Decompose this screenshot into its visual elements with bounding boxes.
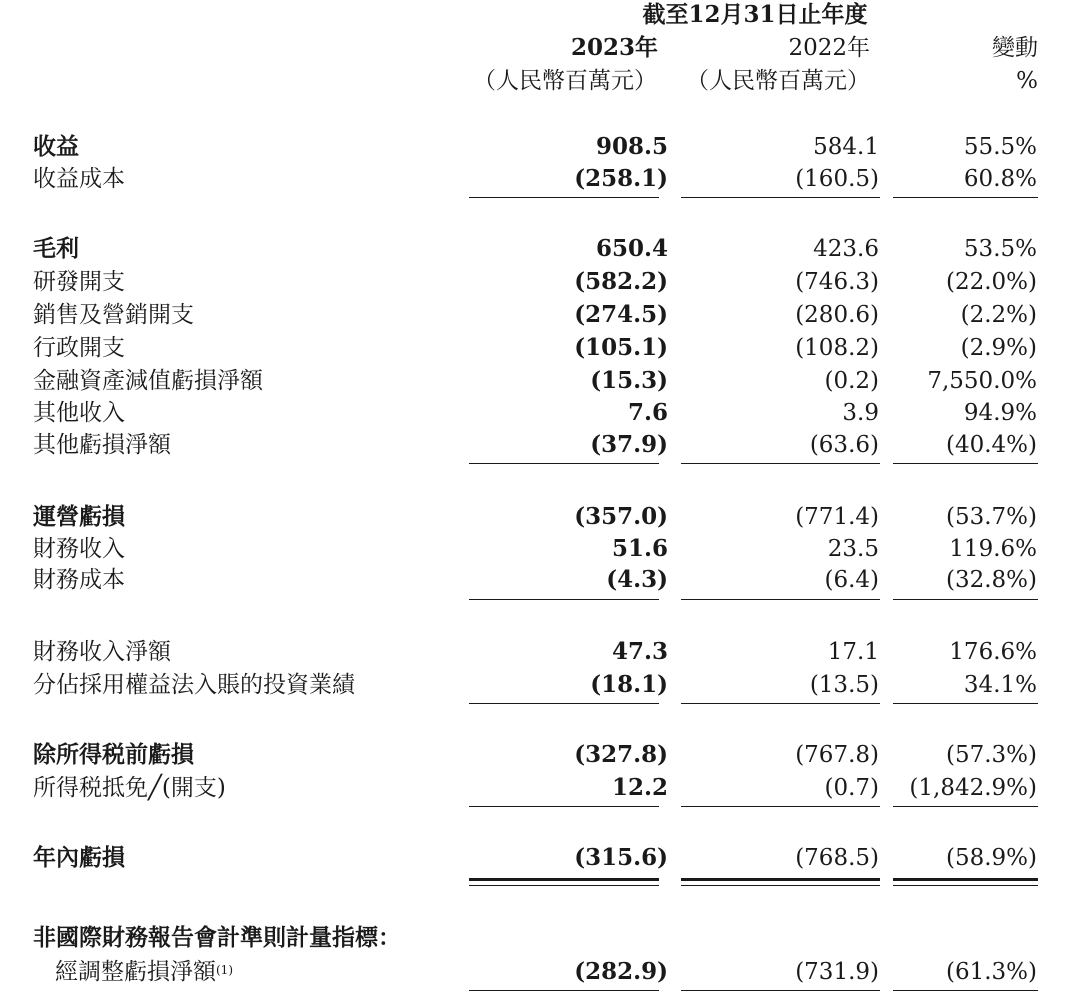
table-row-share-of-equity-investments xyxy=(0,669,1080,701)
subtotal-rule xyxy=(893,197,1038,198)
value-2023: (282.9) xyxy=(574,958,668,985)
value-2023: 908.5 xyxy=(595,133,668,160)
subtotal-rule xyxy=(893,463,1038,464)
subtotal-rule xyxy=(469,197,659,198)
total-double-rule xyxy=(893,885,1038,886)
value-2023: (18.1) xyxy=(590,671,668,698)
value-2023: 12.2 xyxy=(611,774,668,801)
row-label: 毛利 xyxy=(33,235,79,262)
table-row-selling-expenses xyxy=(0,299,1080,331)
row-label: 行政開支 xyxy=(33,335,125,361)
value-change: (2.2%) xyxy=(960,302,1037,328)
value-change: (2.9%) xyxy=(960,335,1037,361)
row-label: 收益 xyxy=(33,133,79,160)
value-change: 53.5% xyxy=(963,236,1037,262)
value-2022: 23.5 xyxy=(827,536,879,562)
value-2022: (731.9) xyxy=(795,959,879,985)
table-row-revenue xyxy=(0,131,1080,163)
table-row-loss-for-year xyxy=(0,842,1080,874)
total-double-rule xyxy=(681,885,880,886)
row-label: 其他收入 xyxy=(33,400,125,426)
value-2022: (63.6) xyxy=(809,432,879,458)
value-2023: (315.6) xyxy=(574,844,668,871)
value-2023: (582.2) xyxy=(574,268,668,295)
value-change: (22.0%) xyxy=(945,269,1037,295)
subtotal-rule xyxy=(681,990,880,991)
table-row-cost-of-revenue xyxy=(0,163,1080,195)
column-2023-year: 2023年 xyxy=(570,34,658,61)
table-row-finance-income xyxy=(0,533,1080,565)
row-label: 其他虧損淨額 xyxy=(33,432,171,458)
value-2022: (280.6) xyxy=(795,302,879,328)
value-2022: (108.2) xyxy=(795,335,879,361)
value-change: (1,842.9%) xyxy=(909,775,1037,801)
subtotal-rule xyxy=(681,599,880,600)
value-change: (32.8%) xyxy=(945,567,1037,593)
table-row-gross-profit xyxy=(0,233,1080,265)
subtotal-rule xyxy=(893,703,1038,704)
row-label: 財務收入淨額 xyxy=(33,639,171,665)
value-2022: (768.5) xyxy=(795,845,879,871)
table-row-income-tax xyxy=(0,772,1080,804)
subtotal-rule xyxy=(469,599,659,600)
value-2023: 7.6 xyxy=(627,399,668,426)
table-row-finance-costs xyxy=(0,564,1080,596)
value-change: 34.1% xyxy=(963,672,1037,698)
table-row-other-losses xyxy=(0,429,1080,461)
value-2023: (357.0) xyxy=(574,503,668,530)
table-row-net-finance-income xyxy=(0,636,1080,668)
row-label: 分佔採用權益法入賬的投資業績 xyxy=(33,672,355,698)
row-label: 金融資產減值虧損淨額 xyxy=(33,368,263,394)
value-change: (40.4%) xyxy=(945,432,1037,458)
value-2022: 584.1 xyxy=(813,134,879,160)
value-change: 176.6% xyxy=(949,639,1037,665)
total-double-rule xyxy=(469,878,659,881)
subtotal-rule xyxy=(469,806,659,807)
value-2023: (327.8) xyxy=(574,741,668,768)
row-label: 年內虧損 xyxy=(33,844,125,871)
subtotal-rule xyxy=(893,599,1038,600)
table-row-impairment-losses xyxy=(0,365,1080,397)
table-row-admin-expenses xyxy=(0,332,1080,364)
column-2022-unit: （人民幣百萬元） xyxy=(686,68,870,94)
column-change: 變動 xyxy=(992,35,1038,61)
value-change: 55.5% xyxy=(963,134,1037,160)
value-2022: (160.5) xyxy=(795,166,879,192)
row-label: 財務成本 xyxy=(33,567,125,593)
row-label-text: 經調整虧損淨額 xyxy=(55,959,216,985)
row-label: 研發開支 xyxy=(33,269,125,295)
subtotal-rule xyxy=(681,806,880,807)
row-label: 運營虧損 xyxy=(33,503,125,530)
value-2023: (15.3) xyxy=(590,367,668,394)
table-row-operating-loss xyxy=(0,501,1080,533)
value-2023: (37.9) xyxy=(590,431,668,458)
value-2022: (0.2) xyxy=(824,368,879,394)
column-2023-unit: （人民幣百萬元） xyxy=(473,68,657,94)
value-2022: (767.8) xyxy=(795,742,879,768)
subtotal-rule xyxy=(469,463,659,464)
value-2022: (746.3) xyxy=(795,269,879,295)
value-change: (61.3%) xyxy=(945,959,1037,985)
value-2023: 51.6 xyxy=(611,535,668,562)
row-label: 所得税抵免╱(開支) xyxy=(33,775,226,801)
value-2023: 650.4 xyxy=(595,235,668,262)
value-change: (57.3%) xyxy=(945,742,1037,768)
value-2023: (4.3) xyxy=(606,566,668,593)
subtotal-rule xyxy=(681,463,880,464)
value-change: (53.7%) xyxy=(945,504,1037,530)
value-change: 60.8% xyxy=(963,166,1037,192)
table-row-adjusted-net-loss xyxy=(0,956,1080,988)
row-label: 除所得税前虧損 xyxy=(33,741,194,768)
value-2023: (105.1) xyxy=(574,334,668,361)
value-2022: 17.1 xyxy=(827,639,879,665)
total-double-rule xyxy=(681,878,880,881)
table-row-rnd-expenses xyxy=(0,266,1080,298)
subtotal-rule xyxy=(469,703,659,704)
value-2023: 47.3 xyxy=(611,638,668,665)
value-2022: (6.4) xyxy=(824,567,879,593)
total-double-rule xyxy=(469,885,659,886)
row-label: 非國際財務報告會計準則計量指標： xyxy=(33,924,401,951)
subtotal-rule xyxy=(469,990,659,991)
value-2023: (274.5) xyxy=(574,301,668,328)
row-label: 財務收入 xyxy=(33,536,125,562)
column-change-unit: % xyxy=(1016,68,1038,94)
table-row-loss-before-tax xyxy=(0,739,1080,771)
period-header: 截至12月31日止年度 xyxy=(642,1,868,28)
value-change: 7,550.0% xyxy=(927,368,1037,394)
value-2023: (258.1) xyxy=(574,165,668,192)
value-2022: (13.5) xyxy=(809,672,879,698)
total-double-rule xyxy=(893,878,1038,881)
table-row-non-ifrs-heading xyxy=(0,922,1080,954)
footnote-marker: (1) xyxy=(216,963,233,977)
value-change: (58.9%) xyxy=(945,845,1037,871)
row-label: 收益成本 xyxy=(33,166,125,192)
value-change: 119.6% xyxy=(949,536,1037,562)
value-2022: 3.9 xyxy=(842,400,879,426)
subtotal-rule xyxy=(681,197,880,198)
value-2022: (0.7) xyxy=(824,775,879,801)
value-2022: (771.4) xyxy=(795,504,879,530)
row-label xyxy=(55,956,233,988)
column-2022-year: 2022年 xyxy=(788,35,870,61)
subtotal-rule xyxy=(893,806,1038,807)
value-change: 94.9% xyxy=(963,400,1037,426)
subtotal-rule xyxy=(893,990,1038,991)
row-label: 銷售及營銷開支 xyxy=(33,302,194,328)
table-row-other-income xyxy=(0,397,1080,429)
value-2022: 423.6 xyxy=(813,236,879,262)
subtotal-rule xyxy=(681,703,880,704)
